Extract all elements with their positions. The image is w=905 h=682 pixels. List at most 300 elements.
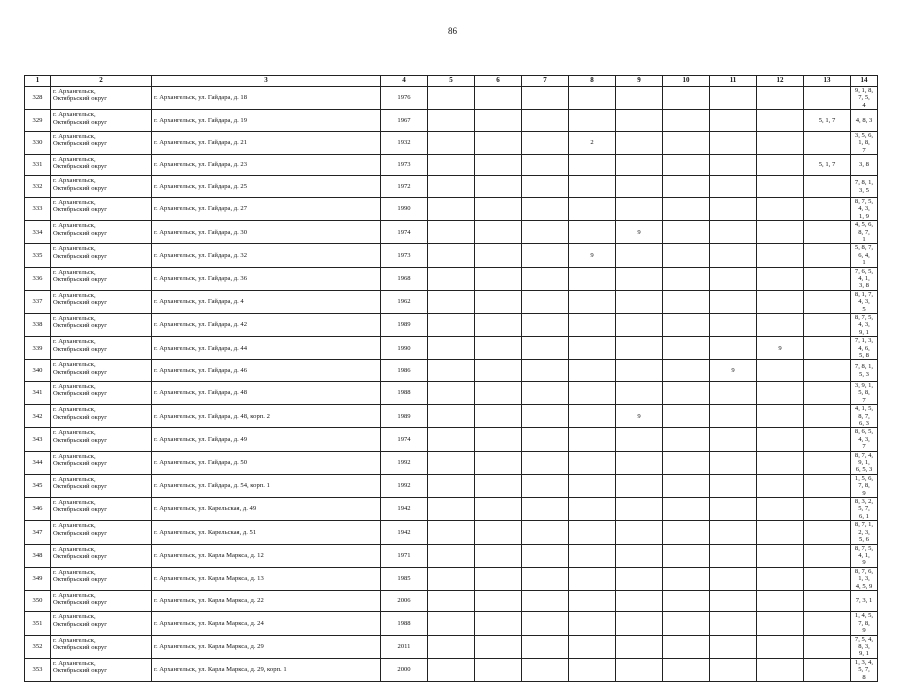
col5-cell xyxy=(428,154,475,176)
col7-cell xyxy=(522,474,569,497)
col11-cell xyxy=(710,176,757,198)
col10-cell xyxy=(663,405,710,428)
col10-cell xyxy=(663,110,710,132)
table-row xyxy=(25,567,878,590)
row-number: 353 xyxy=(25,658,51,681)
district-cell: г. Архангельск, Октябрьский округ xyxy=(51,428,152,451)
col8-cell xyxy=(569,544,616,567)
col14-cell: 8, 6, 5, 4, 3, 7 xyxy=(851,428,878,451)
row-number: 342 xyxy=(25,405,51,428)
col12-cell xyxy=(757,154,804,176)
col5-cell xyxy=(428,521,475,544)
year-cell: 1976 xyxy=(381,87,428,110)
col12-cell xyxy=(757,451,804,474)
col8-cell xyxy=(569,498,616,521)
col8-cell xyxy=(569,221,616,244)
col6-cell xyxy=(475,244,522,267)
row-number: 347 xyxy=(25,521,51,544)
col7-cell xyxy=(522,221,569,244)
table-row xyxy=(25,110,878,132)
col13-cell xyxy=(804,428,851,451)
col5-cell xyxy=(428,381,475,404)
table-body xyxy=(25,87,878,682)
row-number: 350 xyxy=(25,590,51,612)
district-cell: г. Архангельск, Октябрьский округ xyxy=(51,221,152,244)
year-cell: 1974 xyxy=(381,221,428,244)
col8-cell xyxy=(569,176,616,198)
col9-cell: 9 xyxy=(616,221,663,244)
col9-cell xyxy=(616,451,663,474)
col8-cell xyxy=(569,197,616,220)
col5-cell xyxy=(428,244,475,267)
col10-cell xyxy=(663,612,710,635)
address-cell: г. Архангельск, ул. Карла Маркса, д. 22 xyxy=(152,590,381,612)
col7-cell xyxy=(522,197,569,220)
col12-cell xyxy=(757,290,804,313)
col14-cell: 8, 7, 4, 9, 1, 6, 5, 3 xyxy=(851,451,878,474)
col7-cell xyxy=(522,267,569,290)
address-cell: г. Архангельск, ул. Гайдара, д. 46 xyxy=(152,360,381,382)
row-number: 329 xyxy=(25,110,51,132)
address-cell: г. Архангельск, ул. Гайдара, д. 19 xyxy=(152,110,381,132)
col13-cell xyxy=(804,176,851,198)
col6-cell xyxy=(475,381,522,404)
col11-cell xyxy=(710,154,757,176)
col6-cell xyxy=(475,314,522,337)
col8-cell xyxy=(569,110,616,132)
col14-cell: 4, 5, 6, 8, 7, 1 xyxy=(851,221,878,244)
col10-cell xyxy=(663,474,710,497)
col5-cell xyxy=(428,658,475,681)
row-number: 341 xyxy=(25,381,51,404)
address-cell: г. Архангельск, ул. Гайдара, д. 44 xyxy=(152,337,381,360)
col5-cell xyxy=(428,87,475,110)
col13-cell xyxy=(804,381,851,404)
col7-cell xyxy=(522,567,569,590)
col5-cell xyxy=(428,428,475,451)
column-header-9: 9 xyxy=(616,76,663,87)
col10-cell xyxy=(663,567,710,590)
col10-cell xyxy=(663,590,710,612)
col7-cell xyxy=(522,314,569,337)
district-cell: г. Архангельск, Октябрьский округ xyxy=(51,451,152,474)
address-cell: г. Архангельск, ул. Гайдара, д. 30 xyxy=(152,221,381,244)
address-cell: г. Архангельск, ул. Карла Маркса, д. 24 xyxy=(152,612,381,635)
col10-cell xyxy=(663,498,710,521)
column-header-10: 10 xyxy=(663,76,710,87)
col6-cell xyxy=(475,428,522,451)
col14-cell: 7, 5, 4, 8, 3, 9, 1 xyxy=(851,635,878,658)
col5-cell xyxy=(428,612,475,635)
year-cell: 1971 xyxy=(381,544,428,567)
col6-cell xyxy=(475,110,522,132)
col13-cell xyxy=(804,451,851,474)
col14-cell: 8, 1, 7, 4, 3, 5 xyxy=(851,290,878,313)
page-number: 86 xyxy=(448,26,457,36)
table-row xyxy=(25,197,878,220)
column-header-1: 1 xyxy=(25,76,51,87)
col9-cell xyxy=(616,314,663,337)
col8-cell xyxy=(569,360,616,382)
row-number: 339 xyxy=(25,337,51,360)
district-cell: г. Архангельск, Октябрьский округ xyxy=(51,474,152,497)
col6-cell xyxy=(475,474,522,497)
col14-cell: 1, 3, 4, 5, 7, 8 xyxy=(851,658,878,681)
col12-cell xyxy=(757,498,804,521)
col9-cell xyxy=(616,131,663,154)
col6-cell xyxy=(475,337,522,360)
district-cell: г. Архангельск, Октябрьский округ xyxy=(51,337,152,360)
column-header-13: 13 xyxy=(804,76,851,87)
col13-cell xyxy=(804,612,851,635)
col14-cell: 3, 5, 6, 1, 8, 7 xyxy=(851,131,878,154)
col6-cell xyxy=(475,360,522,382)
address-cell: г. Архангельск, ул. Гайдара, д. 48, корп. 2 xyxy=(152,405,381,428)
col10-cell xyxy=(663,197,710,220)
col5-cell xyxy=(428,635,475,658)
col7-cell xyxy=(522,658,569,681)
col11-cell xyxy=(710,290,757,313)
col9-cell xyxy=(616,567,663,590)
table-row xyxy=(25,176,878,198)
col9-cell xyxy=(616,290,663,313)
col14-cell: 8, 7, 1, 2, 3, 5, 6 xyxy=(851,521,878,544)
table-row xyxy=(25,221,878,244)
row-number: 337 xyxy=(25,290,51,313)
row-number: 352 xyxy=(25,635,51,658)
col10-cell xyxy=(663,176,710,198)
address-cell: г. Архангельск, ул. Гайдара, д. 23 xyxy=(152,154,381,176)
year-cell: 1988 xyxy=(381,612,428,635)
year-cell: 2011 xyxy=(381,635,428,658)
address-cell: г. Архангельск, ул. Гайдара, д. 54, корп. 1 xyxy=(152,474,381,497)
col12-cell xyxy=(757,474,804,497)
col14-cell: 3, 8 xyxy=(851,154,878,176)
district-cell: г. Архангельск, Октябрьский округ xyxy=(51,612,152,635)
col13-cell xyxy=(804,498,851,521)
col13-cell xyxy=(804,567,851,590)
col5-cell xyxy=(428,474,475,497)
col8-cell xyxy=(569,314,616,337)
address-cell: г. Архангельск, ул. Гайдара, д. 50 xyxy=(152,451,381,474)
address-cell: г. Архангельск, ул. Гайдара, д. 21 xyxy=(152,131,381,154)
table-row xyxy=(25,267,878,290)
address-cell: г. Архангельск, ул. Карельская, д. 51 xyxy=(152,521,381,544)
col8-cell xyxy=(569,267,616,290)
col11-cell xyxy=(710,658,757,681)
district-cell: г. Архангельск, Октябрьский округ xyxy=(51,176,152,198)
row-number: 338 xyxy=(25,314,51,337)
col14-cell: 7, 8, 1, 5, 3 xyxy=(851,360,878,382)
col10-cell xyxy=(663,428,710,451)
col12-cell xyxy=(757,405,804,428)
row-number: 345 xyxy=(25,474,51,497)
col12-cell xyxy=(757,267,804,290)
col9-cell: 9 xyxy=(616,405,663,428)
col10-cell xyxy=(663,290,710,313)
district-cell: г. Архангельск, Октябрьский округ xyxy=(51,360,152,382)
col7-cell xyxy=(522,87,569,110)
col11-cell xyxy=(710,405,757,428)
col7-cell xyxy=(522,154,569,176)
column-header-3: 3 xyxy=(152,76,381,87)
col13-cell xyxy=(804,337,851,360)
column-header-6: 6 xyxy=(475,76,522,87)
col9-cell xyxy=(616,381,663,404)
district-cell: г. Архангельск, Октябрьский округ xyxy=(51,590,152,612)
col5-cell xyxy=(428,221,475,244)
col8-cell xyxy=(569,590,616,612)
col9-cell xyxy=(616,428,663,451)
table-row xyxy=(25,360,878,382)
table-row xyxy=(25,244,878,267)
col11-cell xyxy=(710,635,757,658)
col11-cell xyxy=(710,87,757,110)
row-number: 349 xyxy=(25,567,51,590)
col12-cell xyxy=(757,381,804,404)
col7-cell xyxy=(522,244,569,267)
col10-cell xyxy=(663,154,710,176)
col12-cell xyxy=(757,314,804,337)
col7-cell xyxy=(522,428,569,451)
col6-cell xyxy=(475,567,522,590)
col12-cell xyxy=(757,131,804,154)
column-header-7: 7 xyxy=(522,76,569,87)
address-cell: г. Архангельск, ул. Карла Маркса, д. 12 xyxy=(152,544,381,567)
col11-cell xyxy=(710,110,757,132)
row-number: 335 xyxy=(25,244,51,267)
col6-cell xyxy=(475,290,522,313)
col10-cell xyxy=(663,544,710,567)
col5-cell xyxy=(428,267,475,290)
col13-cell xyxy=(804,197,851,220)
col8-cell xyxy=(569,154,616,176)
col10-cell xyxy=(663,221,710,244)
year-cell: 1989 xyxy=(381,405,428,428)
address-cell: г. Архангельск, ул. Гайдара, д. 42 xyxy=(152,314,381,337)
address-cell: г. Архангельск, ул. Гайдара, д. 27 xyxy=(152,197,381,220)
col11-cell xyxy=(710,590,757,612)
table-row xyxy=(25,87,878,110)
table-row xyxy=(25,405,878,428)
row-number: 336 xyxy=(25,267,51,290)
col13-cell xyxy=(804,474,851,497)
district-cell: г. Архангельск, Октябрьский округ xyxy=(51,381,152,404)
col11-cell xyxy=(710,474,757,497)
col12-cell xyxy=(757,360,804,382)
col11-cell xyxy=(710,521,757,544)
col11-cell xyxy=(710,451,757,474)
col6-cell xyxy=(475,131,522,154)
col9-cell xyxy=(616,176,663,198)
col7-cell xyxy=(522,451,569,474)
col14-cell: 1, 5, 6, 7, 8, 9 xyxy=(851,474,878,497)
col14-cell: 9, 1, 8, 7, 5, 4 xyxy=(851,87,878,110)
col14-cell: 8, 7, 5, 4, 1, 9 xyxy=(851,544,878,567)
col9-cell xyxy=(616,521,663,544)
column-header-12: 12 xyxy=(757,76,804,87)
table-row xyxy=(25,498,878,521)
col12-cell xyxy=(757,87,804,110)
col12-cell xyxy=(757,567,804,590)
address-cell: г. Архангельск, ул. Гайдара, д. 48 xyxy=(152,381,381,404)
address-cell: г. Архангельск, ул. Карла Маркса, д. 13 xyxy=(152,567,381,590)
col14-cell: 4, 1, 5, 8, 7, 6, 3 xyxy=(851,405,878,428)
table-row xyxy=(25,314,878,337)
col12-cell xyxy=(757,521,804,544)
col11-cell: 9 xyxy=(710,360,757,382)
district-cell: г. Архангельск, Октябрьский округ xyxy=(51,405,152,428)
district-cell: г. Архангельск, Октябрьский округ xyxy=(51,635,152,658)
year-cell: 1988 xyxy=(381,381,428,404)
row-number: 351 xyxy=(25,612,51,635)
district-cell: г. Архангельск, Октябрьский округ xyxy=(51,290,152,313)
col8-cell xyxy=(569,658,616,681)
col13-cell xyxy=(804,314,851,337)
col10-cell xyxy=(663,451,710,474)
col6-cell xyxy=(475,176,522,198)
col13-cell xyxy=(804,131,851,154)
col10-cell xyxy=(663,131,710,154)
column-header-5: 5 xyxy=(428,76,475,87)
table-row xyxy=(25,381,878,404)
col8-cell xyxy=(569,474,616,497)
row-number: 344 xyxy=(25,451,51,474)
year-cell: 1989 xyxy=(381,314,428,337)
col9-cell xyxy=(616,635,663,658)
col13-cell xyxy=(804,658,851,681)
district-cell: г. Архангельск, Октябрьский округ xyxy=(51,110,152,132)
col9-cell xyxy=(616,474,663,497)
col9-cell xyxy=(616,337,663,360)
col6-cell xyxy=(475,590,522,612)
col8-cell: 2 xyxy=(569,131,616,154)
col13-cell xyxy=(804,405,851,428)
col9-cell xyxy=(616,267,663,290)
table-row xyxy=(25,590,878,612)
year-cell: 2000 xyxy=(381,658,428,681)
address-cell: г. Архангельск, ул. Гайдара, д. 18 xyxy=(152,87,381,110)
col5-cell xyxy=(428,337,475,360)
table-row xyxy=(25,290,878,313)
col6-cell xyxy=(475,405,522,428)
col14-cell: 7, 8, 1, 3, 5 xyxy=(851,176,878,198)
col12-cell xyxy=(757,110,804,132)
col6-cell xyxy=(475,658,522,681)
col12-cell xyxy=(757,612,804,635)
col6-cell xyxy=(475,197,522,220)
year-cell: 1962 xyxy=(381,290,428,313)
col12-cell xyxy=(757,635,804,658)
table-row xyxy=(25,521,878,544)
table-row xyxy=(25,658,878,681)
column-header-4: 4 xyxy=(381,76,428,87)
col12-cell xyxy=(757,221,804,244)
col11-cell xyxy=(710,381,757,404)
col5-cell xyxy=(428,498,475,521)
col10-cell xyxy=(663,337,710,360)
table-row xyxy=(25,474,878,497)
col5-cell xyxy=(428,197,475,220)
col10-cell xyxy=(663,360,710,382)
col6-cell xyxy=(475,221,522,244)
col12-cell xyxy=(757,197,804,220)
col11-cell xyxy=(710,337,757,360)
col14-cell: 8, 3, 2, 5, 7, 6, 1 xyxy=(851,498,878,521)
col9-cell xyxy=(616,87,663,110)
col10-cell xyxy=(663,87,710,110)
district-cell: г. Архангельск, Октябрьский округ xyxy=(51,154,152,176)
col7-cell xyxy=(522,360,569,382)
col10-cell xyxy=(663,635,710,658)
col11-cell xyxy=(710,612,757,635)
col8-cell xyxy=(569,635,616,658)
col11-cell xyxy=(710,197,757,220)
address-cell: г. Архангельск, ул. Карельская, д. 49 xyxy=(152,498,381,521)
col11-cell xyxy=(710,567,757,590)
col11-cell xyxy=(710,498,757,521)
col5-cell xyxy=(428,131,475,154)
district-cell: г. Архангельск, Октябрьский округ xyxy=(51,131,152,154)
col8-cell xyxy=(569,567,616,590)
col9-cell xyxy=(616,658,663,681)
col8-cell xyxy=(569,87,616,110)
district-cell: г. Архангельск, Октябрьский округ xyxy=(51,544,152,567)
col13-cell xyxy=(804,267,851,290)
year-cell: 1972 xyxy=(381,176,428,198)
row-number: 332 xyxy=(25,176,51,198)
col8-cell xyxy=(569,290,616,313)
col11-cell xyxy=(710,244,757,267)
col10-cell xyxy=(663,658,710,681)
row-number: 333 xyxy=(25,197,51,220)
col9-cell xyxy=(616,110,663,132)
col13-cell xyxy=(804,290,851,313)
table-row xyxy=(25,428,878,451)
col9-cell xyxy=(616,244,663,267)
col14-cell: 7, 6, 5, 4, 1, 3, 8 xyxy=(851,267,878,290)
col13-cell xyxy=(804,244,851,267)
col12-cell: 9 xyxy=(757,337,804,360)
year-cell: 1968 xyxy=(381,267,428,290)
col5-cell xyxy=(428,544,475,567)
col5-cell xyxy=(428,405,475,428)
district-cell: г. Архангельск, Октябрьский округ xyxy=(51,197,152,220)
col12-cell xyxy=(757,176,804,198)
col14-cell: 7, 3, 1 xyxy=(851,590,878,612)
col13-cell xyxy=(804,87,851,110)
col14-cell: 8, 7, 5, 4, 3, 9, 1 xyxy=(851,314,878,337)
col6-cell xyxy=(475,451,522,474)
district-cell: г. Архангельск, Октябрьский округ xyxy=(51,244,152,267)
col14-cell: 7, 1, 3, 4, 6, 5, 8 xyxy=(851,337,878,360)
column-header-14: 14 xyxy=(851,76,878,87)
col9-cell xyxy=(616,612,663,635)
col8-cell xyxy=(569,612,616,635)
address-cell: г. Архангельск, ул. Гайдара, д. 36 xyxy=(152,267,381,290)
col9-cell xyxy=(616,154,663,176)
year-cell: 1942 xyxy=(381,498,428,521)
year-cell: 1990 xyxy=(381,337,428,360)
col14-cell: 1, 4, 5, 7, 8, 9 xyxy=(851,612,878,635)
col13-cell xyxy=(804,360,851,382)
col7-cell xyxy=(522,110,569,132)
col7-cell xyxy=(522,337,569,360)
col13-cell: 5, 1, 7 xyxy=(804,110,851,132)
district-cell: г. Архангельск, Октябрьский округ xyxy=(51,267,152,290)
col11-cell xyxy=(710,131,757,154)
district-cell: г. Архангельск, Октябрьский округ xyxy=(51,314,152,337)
